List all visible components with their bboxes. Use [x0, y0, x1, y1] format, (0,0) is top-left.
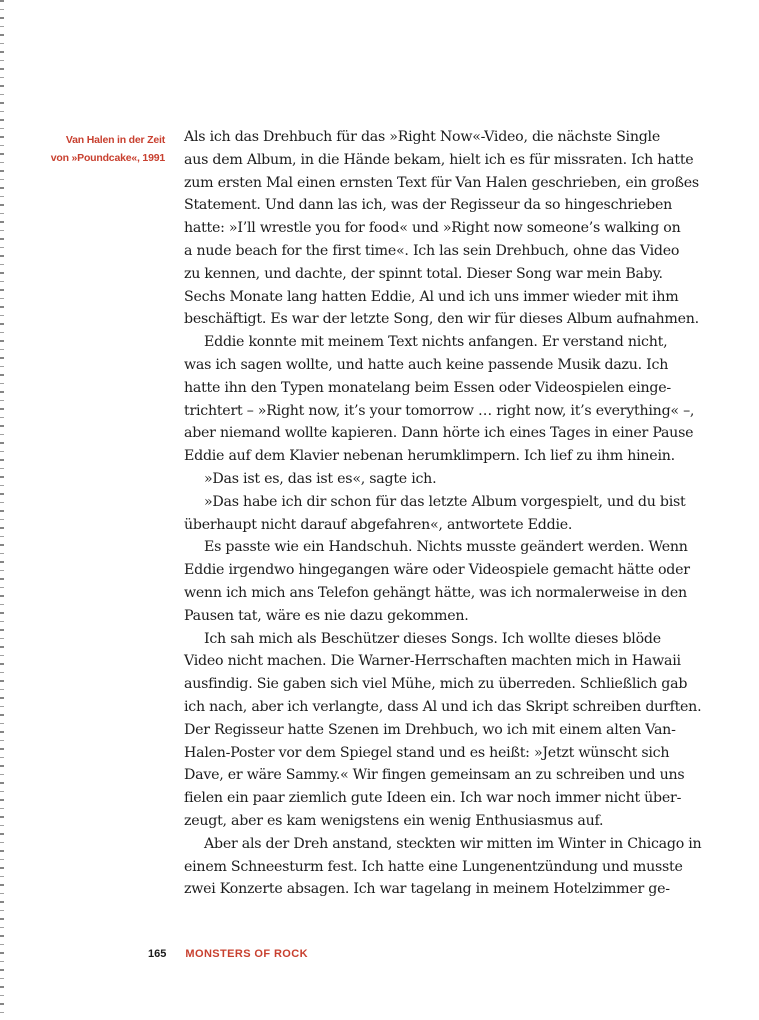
text-line: Sechs Monate lang hatten Eddie, Al und ich uns immer wieder mit ihm	[184, 288, 679, 305]
text-line: wenn ich mich ans Telefon gehängt hätte, was ich normalerweise in den	[184, 584, 687, 601]
text-line: Dave, er wäre Sammy.« Wir fingen gemeinsam an zu schreiben und uns	[184, 767, 685, 784]
page-number: 165	[148, 948, 167, 960]
text-line: Eddie konnte mit meinem Text nichts anfangen. Er verstand nicht,	[204, 334, 668, 351]
text-line: aber niemand wollte kapieren. Dann hörte ich eines Tages in einer Pause	[184, 425, 694, 442]
text-line: Statement. Und dann las ich, was der Regisseur da so hingeschrieben	[184, 197, 672, 214]
text-line: Ich sah mich als Beschützer dieses Songs. Ich wollte dieses blöde	[204, 630, 661, 647]
text-line: Eddie auf dem Klavier nebenan herumklimpern. Ich lief zu ihm hinein.	[184, 448, 675, 465]
text-line: ich nach, aber ich verlangte, dass Al und ich das Skript schreiben durften.	[184, 698, 702, 715]
body-text	[184, 126, 702, 901]
text-line: hatte: »I’ll wrestle you for food« und »Right now someone’s walking on	[184, 220, 681, 237]
text-line: fielen ein paar ziemlich gute Ideen ein. Ich war noch immer nicht über-	[184, 790, 682, 807]
text-line: hatte ihn den Typen monatelang beim Essen oder Videospielen einge-	[184, 379, 671, 396]
text-line: Eddie irgendwo hingegangen wäre oder Videospiele gemacht hätte oder	[184, 562, 690, 579]
text-line: Als ich das Drehbuch für das »Right Now«-Video, die nächste Single	[184, 129, 660, 145]
text-line: Es passte wie ein Handschuh. Nichts musste geändert werden. Wenn	[204, 539, 688, 556]
text-line: zeugt, aber es kam wenigstens ein wenig Enthusiasmus auf.	[184, 812, 604, 829]
text-line: trichtert – »Right now, it’s your tomorrow … right now, it’s everything« –,	[184, 402, 695, 419]
text-line: aus dem Album, in die Hände bekam, hielt ich es für missraten. Ich hatte	[184, 151, 694, 168]
photo-caption	[50, 131, 165, 167]
running-title: MONSTERS OF ROCK	[185, 948, 308, 960]
caption-line: von »Poundcake«, 1991	[50, 152, 165, 164]
text-line: Pausen tat, wäre es nie dazu gekommen.	[184, 607, 469, 624]
text-line: überhaupt nicht darauf abgefahren«, antwortete Eddie.	[184, 516, 573, 533]
text-line: a nude beach for the first time«. Ich las sein Drehbuch, ohne das Video	[184, 242, 680, 259]
text-line: Der Regisseur hatte Szenen im Drehbuch, wo ich mit einem alten Van-	[184, 721, 676, 738]
text-line: einem Schneesturm fest. Ich hatte eine Lungenentzündung und musste	[184, 858, 683, 875]
page-footer	[148, 948, 308, 960]
text-line: Video nicht machen. Die Warner-Herrschaften machten mich in Hawaii	[184, 653, 681, 670]
text-line: »Das habe ich dir schon für das letzte Album vorgespielt, und du bist	[204, 493, 686, 510]
caption-line: Van Halen in der Zeit	[65, 134, 165, 146]
text-line: zum ersten Mal einen ernsten Text für Van Halen geschrieben, ein großes	[184, 174, 699, 191]
text-line: was ich sagen wollte, und hatte auch keine passende Musik dazu. Ich	[184, 356, 669, 373]
text-line: Aber als der Dreh anstand, steckten wir mitten im Winter in Chicago in	[204, 835, 702, 852]
text-line: »Das ist es, das ist es«, sagte ich.	[204, 470, 437, 487]
text-line: zu kennen, und dachte, der spinnt total. Dieser Song war mein Baby.	[184, 265, 663, 282]
scan-edge-marks	[0, 0, 4, 1020]
text-line: zwei Konzerte absagen. Ich war tagelang in meinem Hotelzimmer ge-	[184, 881, 670, 898]
text-line: ausfindig. Sie gaben sich viel Mühe, mich zu überreden. Schließlich gab	[184, 676, 688, 693]
text-line: beschäftigt. Es war der letzte Song, den wir für dieses Album aufnahmen.	[184, 311, 699, 328]
text-line: Halen-Poster vor dem Spiegel stand und es heißt: »Jetzt wünscht sich	[184, 744, 670, 761]
